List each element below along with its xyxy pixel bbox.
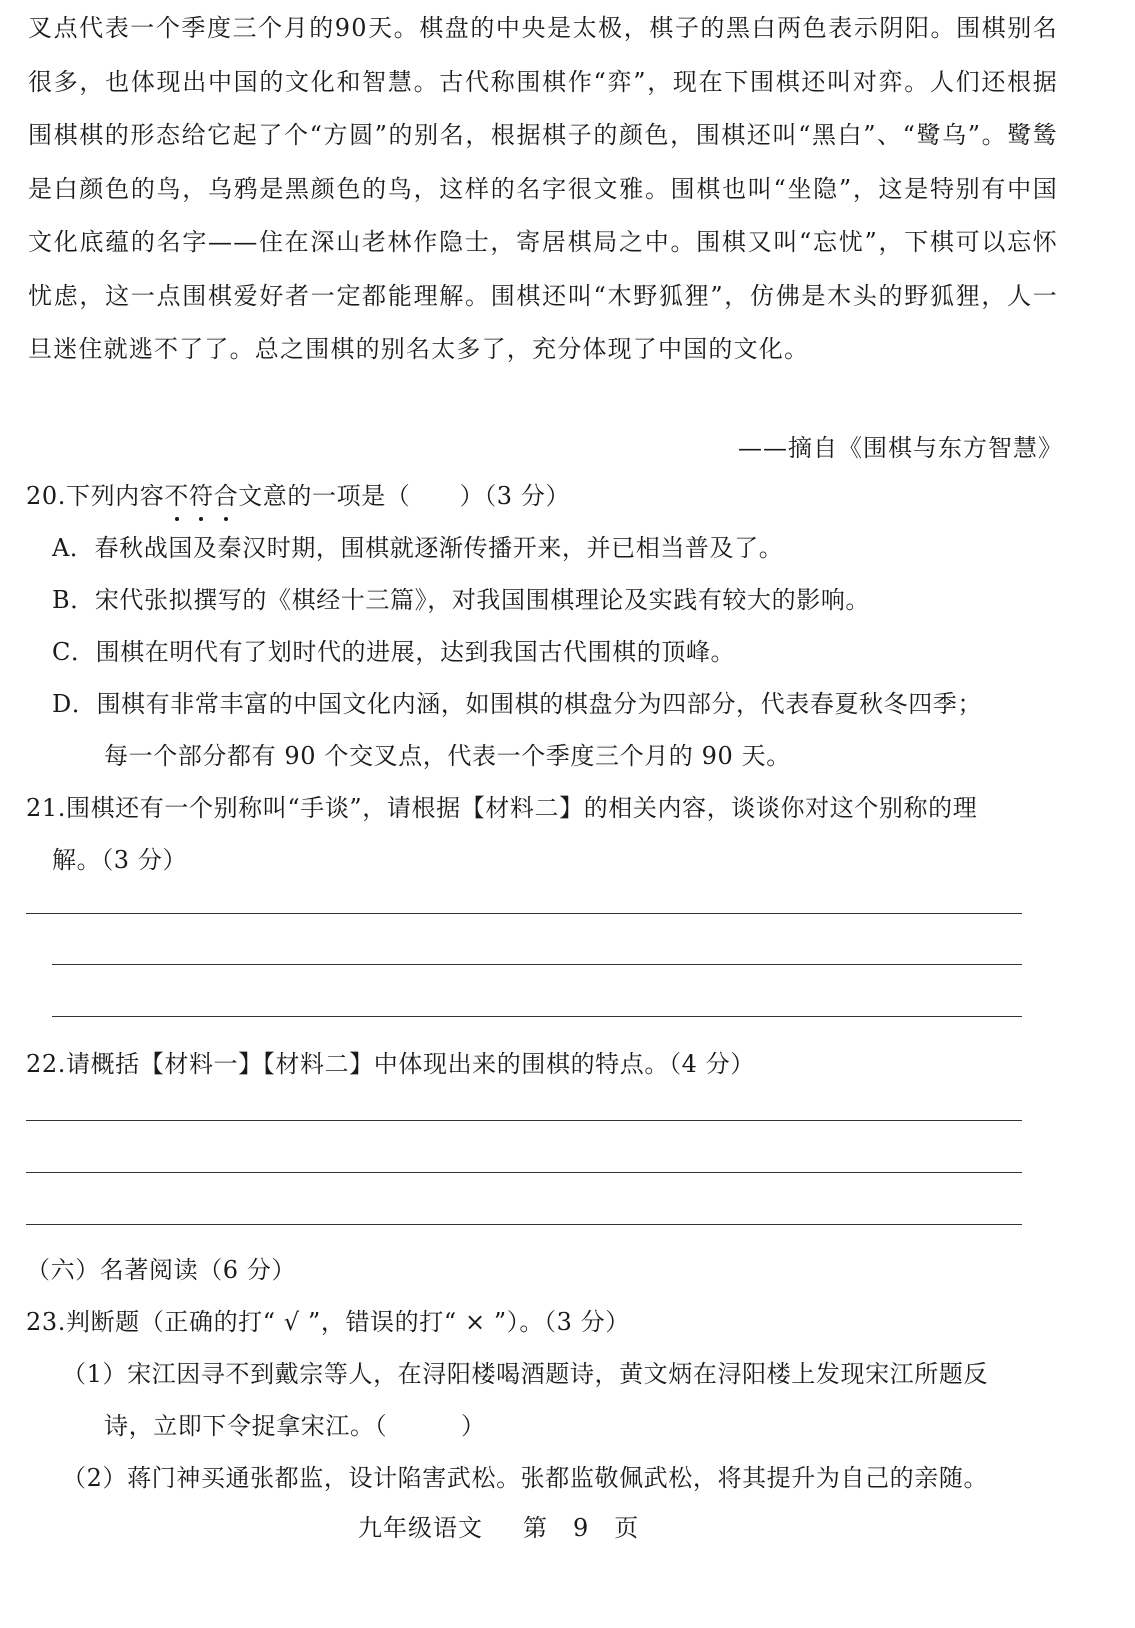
- answer-line[interactable]: [26, 1172, 1022, 1173]
- answer-line[interactable]: [26, 1120, 1022, 1121]
- option-d-continued: 每一个部分都有 90 个交叉点，代表一个季度三个月的 90 天。: [104, 742, 791, 770]
- question-20: [26, 476, 570, 511]
- emphasis-char: 符: [189, 476, 214, 511]
- emphasis-char: 合: [214, 476, 239, 511]
- question-21-continued: 解。（3 分）: [52, 846, 188, 874]
- question-22: 22.请概括【材料一】【材料二】中体现出来的围棋的特点。（4 分）: [26, 1050, 755, 1078]
- answer-line[interactable]: [26, 913, 1022, 914]
- answer-line[interactable]: [26, 1224, 1022, 1225]
- question-20-suffix: 文意的一项是（ ）（3 分）: [238, 482, 571, 510]
- question-23: 23.判断题（正确的打“ √ ”，错误的打“ × ”）。（3 分）: [26, 1308, 630, 1336]
- answer-line[interactable]: [52, 964, 1022, 965]
- option-c: C．围棋在明代有了划时代的进展，达到我国古代围棋的顶峰。: [52, 638, 736, 666]
- judgment-item-2: （2）蒋门神买通张都监，设计陷害武松。张都监敬佩武松，将其提升为自己的亲随。: [62, 1464, 989, 1492]
- reading-passage: 叉点代表一个季度三个月的90天。棋盘的中央是太极，棋子的黑白两色表示阴阳。围棋别名很多，也体现出中国的文化和智慧。古代称围棋作“弈”，现在下围棋还叫对弈。人们还根据围棋棋的形态给它起了个“方圆”的别名，根据棋子的颜色，围棋还叫“黑白”、“鹭乌”。鹭鸶是白颜色的鸟，乌鸦是黑颜色的鸟，这样的名字很文雅。围棋也叫“坐隐”，这是特别有中国文化底蕴的名字——住在深山老林作隐士，寄居棋局之中。围棋又叫“忘忧”，下棋可以忘怀忧虑，这一点围棋爱好者一定都能理解。围棋还叫“木野狐狸”，仿佛是木头的野狐狸，人一旦迷住就逃不了了。总之围棋的别名太多了，充分体现了中国的文化。: [28, 14, 1058, 363]
- page-number: 第 9 页: [523, 1514, 640, 1542]
- passage-source: ——摘自《围棋与东方智慧》: [738, 434, 1063, 462]
- judgment-item-1: （1）宋江因寻不到戴宗等人，在浔阳楼喝酒题诗，黄文炳在浔阳楼上发现宋江所题反: [62, 1360, 989, 1388]
- option-d: D．围棋有非常丰富的中国文化内涵，如围棋的棋盘分为四部分，代表春夏秋冬四季；: [52, 690, 983, 718]
- section-6-title: （六）名著阅读（6 分）: [26, 1256, 297, 1284]
- answer-line[interactable]: [52, 1016, 1022, 1017]
- option-b: B．宋代张拟撰写的《棋经十三篇》，对我国围棋理论及实践有较大的影响。: [52, 586, 871, 614]
- page-footer: [358, 1508, 679, 1543]
- option-a: A．春秋战国及秦汉时期，围棋就逐渐传播开来，并已相当普及了。: [52, 534, 784, 562]
- question-21: 21.围棋还有一个别称叫“手谈”，请根据【材料二】的相关内容，谈谈你对这个别称的理: [26, 794, 978, 822]
- footer-subject: 九年级语文: [358, 1514, 483, 1542]
- question-20-prefix: 20.下列内容: [26, 482, 165, 510]
- emphasis-char: 不: [164, 476, 189, 511]
- judgment-item-1-continued: 诗，立即下令捉拿宋江。（ ）: [104, 1412, 486, 1440]
